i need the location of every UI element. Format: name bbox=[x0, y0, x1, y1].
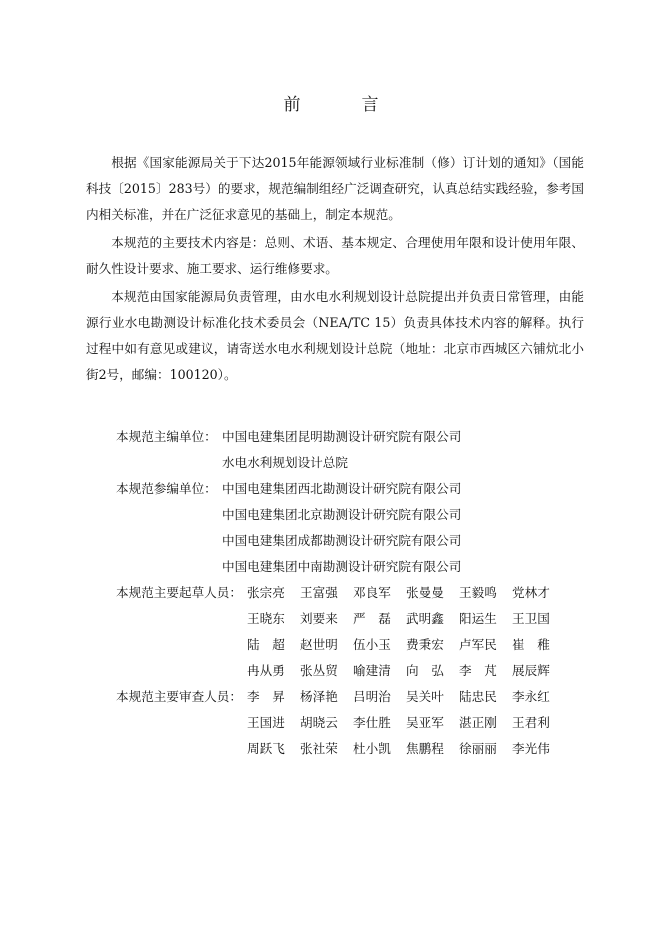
drafter-name: 王毅鸣 bbox=[459, 585, 497, 600]
reviewer-name: 周跃飞 bbox=[247, 741, 285, 756]
drafter-name: 刘要来 bbox=[300, 611, 338, 626]
chief-editor-label: 本规范主编单位： bbox=[116, 429, 217, 444]
reviewer-name: 杜小凯 bbox=[353, 741, 391, 756]
drafter-name: 冉从勇 bbox=[247, 663, 285, 678]
reviewer-name: 王国进 bbox=[247, 715, 285, 730]
drafter-name: 喻建清 bbox=[353, 663, 391, 678]
drafter-name: 费秉宏 bbox=[406, 637, 444, 652]
drafter-name: 王卫国 bbox=[512, 611, 550, 626]
paragraph-basis: 根据《国家能源局关于下达2015年能源领域行业标准制（修）订计划的通知》（国能科技〔2015〕283号）的要求，规范编制组经广泛调查研究，认真总结实践经验，参考国内相关标准，并在广泛征求意见的基础上，制定本规范。 bbox=[86, 155, 584, 222]
drafters-label: 本规范主要起草人员： bbox=[116, 585, 242, 600]
chief-editor-unit: 水电水利规划设计总院 bbox=[222, 455, 348, 470]
reviewer-name: 胡晓云 bbox=[300, 715, 338, 730]
drafter-name: 邓良军 bbox=[353, 585, 391, 600]
drafter-name: 向 弘 bbox=[406, 663, 444, 678]
drafter-name: 王晓东 bbox=[247, 611, 285, 626]
reviewer-name: 李仕胜 bbox=[353, 715, 391, 730]
reviewer-name: 李光伟 bbox=[512, 741, 550, 756]
reviewer-name: 湛正刚 bbox=[459, 715, 497, 730]
chief-editor-unit: 中国电建集团昆明勘测设计研究院有限公司 bbox=[222, 429, 462, 444]
reviewer-name: 吴亚军 bbox=[406, 715, 444, 730]
reviewer-name: 李永红 bbox=[512, 689, 550, 704]
reviewer-name: 王君利 bbox=[512, 715, 550, 730]
drafter-name: 李 芃 bbox=[459, 663, 497, 678]
participant-unit: 中国电建集团中南勘测设计研究院有限公司 bbox=[222, 559, 462, 574]
drafter-name: 张丛贸 bbox=[300, 663, 338, 678]
participant-unit: 中国电建集团西北勘测设计研究院有限公司 bbox=[222, 481, 462, 496]
drafter-name: 展辰辉 bbox=[512, 663, 550, 678]
drafter-name: 张曼曼 bbox=[406, 585, 444, 600]
drafter-name: 武明鑫 bbox=[406, 611, 444, 626]
reviewer-name: 杨泽艳 bbox=[300, 689, 338, 704]
paragraph-content: 本规范的主要技术内容是：总则、术语、基本规定、合理使用年限和设计使用年限、耐久性设计要求、施工要求、运行维修要求。 bbox=[86, 235, 584, 276]
reviewer-name: 焦鹏程 bbox=[406, 741, 444, 756]
drafter-name: 陆 超 bbox=[247, 637, 285, 652]
drafter-name: 阳运生 bbox=[459, 611, 497, 626]
drafter-name: 崔 稚 bbox=[512, 637, 550, 652]
reviewer-name: 陆忠民 bbox=[459, 689, 497, 704]
drafter-name: 伍小玉 bbox=[353, 637, 391, 652]
reviewer-name: 吕明治 bbox=[353, 689, 391, 704]
drafter-name: 张宗亮 bbox=[247, 585, 285, 600]
drafter-name: 卢军民 bbox=[459, 637, 497, 652]
participants-label: 本规范参编单位： bbox=[116, 481, 217, 496]
participant-unit: 中国电建集团成都勘测设计研究院有限公司 bbox=[222, 533, 462, 548]
drafter-name: 赵世明 bbox=[300, 637, 338, 652]
reviewer-name: 徐丽丽 bbox=[459, 741, 497, 756]
drafter-name: 党林才 bbox=[512, 585, 550, 600]
page-title: 前 言 bbox=[283, 95, 401, 115]
reviewer-name: 吴关叶 bbox=[406, 689, 444, 704]
drafter-name: 严 磊 bbox=[353, 611, 391, 626]
paragraph-management: 本规范由国家能源局负责管理，由水电水利规划设计总院提出并负责日常管理，由能源行业水电勘测设计标准化技术委员会（NEA/TC 15）负责具体技术内容的解释。执行过程中如有意见或建议，请寄送水电水利规划设计总院（地址：北京市西城区六铺炕北小街2号，邮编：100120）。 bbox=[86, 289, 584, 382]
reviewer-name: 张社荣 bbox=[300, 741, 338, 756]
reviewer-name: 李 昇 bbox=[247, 689, 285, 704]
reviewers-label: 本规范主要审查人员： bbox=[116, 689, 242, 704]
drafter-name: 王富强 bbox=[300, 585, 338, 600]
participant-unit: 中国电建集团北京勘测设计研究院有限公司 bbox=[222, 507, 462, 522]
